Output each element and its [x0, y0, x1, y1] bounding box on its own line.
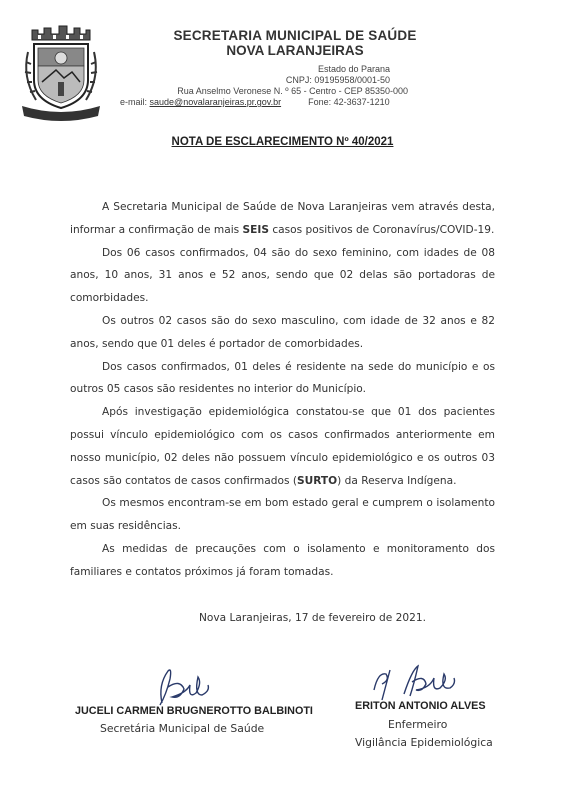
document-body — [70, 196, 495, 584]
header-title: SECRETARIA MUNICIPAL DE SAÚDE — [173, 28, 417, 43]
signature-right-handwriting — [368, 660, 463, 702]
signature-left-handwriting — [150, 665, 220, 710]
document-title: NOTA DE ESCLARECIMENTO Nº 40/2021 — [171, 136, 394, 148]
signature-right-role: Enfermeiro — [388, 718, 448, 731]
municipal-crest-logo — [18, 22, 100, 122]
header-subtitle: NOVA LARANJEIRAS — [226, 43, 364, 58]
phone-text: Fone: 42-3637-1210 — [308, 97, 390, 107]
signature-left-name: JUCELI CARMEN BRUGNEROTTO BALBINOTI — [75, 705, 313, 717]
header-contact-line — [120, 97, 460, 107]
paragraph-5: Após investigação epidemiológica constatou-se que 01 dos pacientes possui vínculo epidemiológico com os casos confirmados anteriormente em nosso município, 02 deles não possuem vínculo epidemiológico e os outros 03 casos são contatos de casos confirmados (SURTO) da Reserva Indígena. — [70, 406, 495, 487]
signature-left-role: Secretária Municipal de Saúde — [100, 722, 265, 735]
header-address: Rua Anselmo Veronese N. º 65 - Centro - CEP 85350-000 — [177, 86, 408, 96]
paragraph-6: Os mesmos encontram-se em bom estado geral e cumprem o isolamento em suas residências. — [70, 497, 495, 533]
email-link[interactable]: saude@novalaranjeiras.pr.gov.br — [149, 97, 282, 107]
signature-right-name: ERITON ANTONIO ALVES — [355, 700, 486, 712]
emphasis-surto: SURTO — [296, 474, 338, 487]
emphasis-seis: SEIS — [242, 223, 269, 236]
header-cnpj: CNPJ: 09195958/0001-50 — [285, 75, 390, 85]
paragraph-7: As medidas de precauções com o isolamento e monitoramento dos familiares e contatos próximos já foram tomadas. — [70, 542, 495, 578]
paragraph-2: Dos 06 casos confirmados, 04 são do sexo feminino, com idades de 08 anos, 10 anos, 31 anos e 52 anos, sendo que 02 delas são portadoras de comorbidades. — [70, 246, 495, 305]
date-line: Nova Laranjeiras, 17 de fevereiro de 2021. — [199, 612, 426, 624]
paragraph-3: Os outros 02 casos são do sexo masculino, com idade de 32 anos e 82 anos, sendo que 01 deles é portador de comorbidades. — [70, 314, 495, 350]
header-state: Estado do Parana — [317, 64, 390, 74]
paragraph-4: Dos casos confirmados, 01 deles é residente na sede do município e os outros 05 casos são residentes no interior do Município. — [70, 360, 495, 396]
signature-right-role-2: Vigilância Epidemiológica — [355, 736, 493, 749]
email-label: e-mail: — [120, 97, 148, 107]
paragraph-1: A Secretaria Municipal de Saúde de Nova Laranjeiras vem através desta, informar a confirmação de mais SEIS casos positivos de Coronavírus/COVID-19. — [70, 201, 495, 236]
